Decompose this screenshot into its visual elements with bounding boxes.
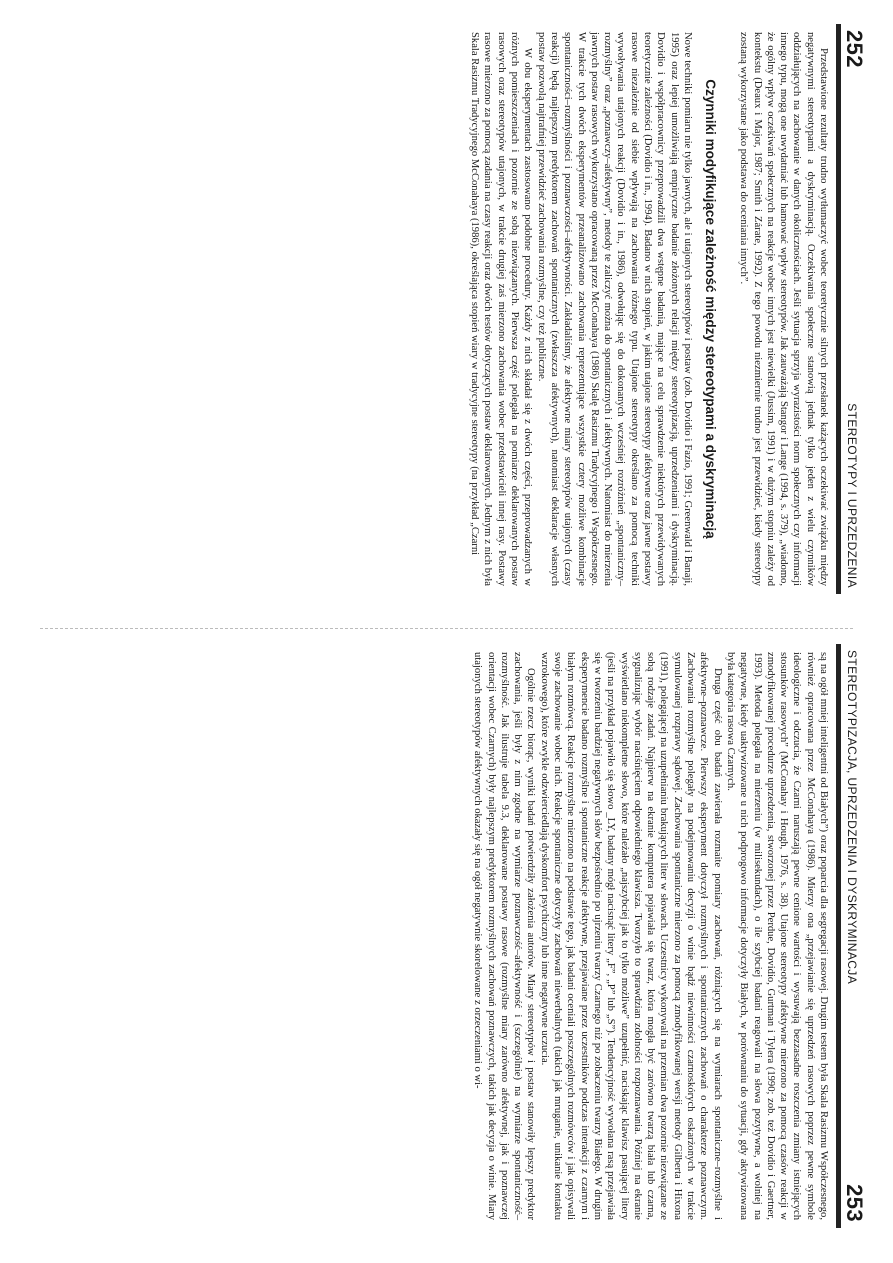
section-heading: Czynniki modyfikujące zależność między stereotypami a dyskryminacją: [702, 79, 718, 539]
intro-paragraph: Przedstawione rezultaty trudno wytłumaczyć wobec teoretycznie silnych przesłanek każących oczekiwać związku między negatywnymi stereotypami a dyskryminacją. Oczekiwania społeczne stanowią jednak tylko jeden z wielu czynników oddziałujących na zachowanie w danych okolicznościach. Jeśli sytuacja sprzyja wyrazistości norm społecznych czy informacji innego typu, mogą one uwydatniać lub hamować wpływ stereotypów. Jak zauważają Stangor i Lange (1994, s. 379), „wiadomo, że ogólny wpływ oczekiwań społecznych na reakcje wobec innych jest niewielki (Jussim, 1991) i w dużym stopniu zależy od kontekstu (Deaux i Major, 1987; Smith i Zárate, 1992). Z tego powodu niezmiernie trudno jest przewidzieć, kiedy stereotypy zostaną wykorzystane jako podstawa do oceniania innych”.: [738, 32, 829, 586]
body-paragraph: Druga część obu badań zawierała rozmaite pomiary zachowań, różniących się na wymiarach spontaniczne–rozmyślne i afektywne–poznawcze. Pierwszy eksperyment dotyczył rozmyślnych i spontanicznych zachowań o charakterze poznawczym. Zachowania rozmyślne polegały na podejmowaniu decyzji o winie bądź niewinności czarnoskórych oskarżonych w trakcie symulowanej rozprawy sądowej. Zachowania spontaniczne mierzono za pomocą zmodyfikowanej wersji metody Gilberta i Hixona (1991), polegającej na uzupełnianiu brakujących liter w słowach. Uczestnicy wykonywali na przemian dwa pozornie niezwiązane ze sobą rodzaje zadań. Najpierw na ekranie komputera pojawiała się twarz, która mogła być zarówno twarzą biała lub czarna, sygnalizując wybór naciśnięciem odpowiedniego klawisza. Tworzyło to sprawdzian zdolności rozpoznawania. Później na ekranie wyświetlano niekompletne słowo, które należało „najszybciej jak to tylko możliwe” uzupełnić, naciskając klawisz pasującej litery (jeśli na przykład pojawiło się słowo _LY, badany mógł nacisnąć litery „F”, „P” lub „S”). Tendencyjność wywołana rasą przejawiała się w tworzeniu bardziej negatywnych słów bezpośrednio po ujrzeniu twarzy Czarnego niż po zobaczeniu twarzy Białego. W drugim eksperymencie badano rozmyślne i spontaniczne reakcje afektywne, przejawiane przez uczestników podczas interakcji z czarnym i białym rozmówcą. Reakcje rozmyślne mierzono na podstawie tego, jak badani oceniali poszczególnych rozmówców i jak opisywali swoje zachowanie wobec nich. Reakcje spontaniczne dotyczyły zachowań niewerbalnych (takich jak mruganie, unikanie kontaktu wzrokowego), które zwykle odzwierciedlają dyskomfort psychiczny lub inne negatywne uczucia.: [538, 652, 723, 1220]
running-head: STEREOTYPIZACJA, UPRZEDZENIA I DYSKRYMINACJA: [845, 650, 859, 985]
body-paragraph: Nowe techniki pomiaru nie tylko jawnych, ale i utajonych stereotypów i postaw (zob. Dovidio i Fazio, 1991; Greenwald i Banaji, 1995) oraz lepiej umożliwiają empiryczne badanie złożonych relacji między stereotypizacją, uprzedzeniami i dyskryminacją. Dovidio i współpracownicy przeprowadzili dwa wstępne badania, mające na celu sprawdzenie niektórych przewidywanych teoretycznie zależności (Dovidio i in., 1994). Badano w nich stopień, w jakim utajone stereotypy afektywne oraz jawne postawy rasowe niezależnie od siebie wpływają na zachowania różnego typu. Utajone stereotypy określano za pomocą techniki wywoływania utajonych reakcji (Dovidio i in., 1986), odwołując się do dokonanych wcześniej rozróżnień „spontaniczny–rozmyślny” oraz „poznawczy–afektywny”, metody te zaliczyć można do spontanicznych i afektywnych. Natomiast do mierzenia jawnych postaw rasowych wykorzystano opracowaną przez McConahaya (1986) Skalę Rasizmu Tradycyjnego i Współczesnego. W trakcie tych dwóch eksperymentów przeanalizowano zachowania reprezentujące wszystkie cztery możliwe kombinacje spontaniczności–rozmyślności i poznawczości–afektywności. Zakładaliśmy, że afektywne miary stereotypów utajonych (czasy reakcji) będą najlepszym predyktorem zachowań spontanicznych (zwłaszcza afektywnych), natomiast deklaracje własnych postaw pozwolą najtrafniej przewidzieć zachowania rozmyślne, czy też publiczne.: [535, 32, 693, 586]
left-page: [31, 10, 873, 608]
page-number: 253: [842, 1184, 867, 1222]
running-header: [836, 644, 873, 1228]
running-header: [836, 24, 873, 594]
page-body: [471, 630, 836, 1242]
page-number: 252: [842, 30, 867, 68]
page-gutter: [40, 628, 853, 629]
body-paragraph: Ogólnie rzecz biorąc, wyniki badań potwierdziły założenia autorów. Miary stereotypów i postaw stanowiły lepszy predyktor zachowania, jeśli były z nim zgodne na wymiarze poznawczość–afektywność i (szczególnie) na wymiarze spontaniczność–rozmyślność. Jak ilustruje tabela 9.3, deklarowane postawy rasowe (rozmyślne miary zarówno afektywnej, jak i poznawczej orientacji wobec Czarnych) były najlepszym predyktorem rozmyślnych zachowań poznawczych, takich jak decyzja o winie. Miary utajonych stereotypów afektywnych okazały się na ogół negatywnie skorelowane z orzeczeniami o wi-: [472, 652, 537, 1220]
body-paragraph: są na ogół mniej inteligentni od Białych”) oraz poparcia dla segregacji rasowej. Drugim testem była Skala Rasizmu Współczesnego, również opracowana przez McConahaya (1986). Mierzy ona „przejawianie się uprzedzeń rasowych poprzez pewne symbole ideologiczne i odczucia, że Czarni naruszają pewne cenione wartości i wysuwają bezzasadne roszczenia zmiany istniejących stosunków rasowych” (McConahay i Hough, 1976, s. 38). Utajone stereotypy afektywne mierzono za pomocą czasów reakcji w zmodyfikowanej procedurze uprzedzenia, stworzonej przez Perdue, Dovidio, Gurtman i Tylera (1990; zob. też Dovidio i Gaertner, 1993). Metoda polegała na mierzeniu (w milisekundach), o ile szybciej badani reagowali na słowa pozytywne, a wolniej na negatywne, kiedy uaktywizowane u nich podprogowo informacje dotyczyły Białych, w porównaniu do sytuacji, gdy aktywizowana była kategoria rasowa Czarnych.: [724, 652, 829, 1220]
page-body: [468, 10, 836, 608]
right-page: [31, 630, 873, 1242]
running-head: STEREOTYPY I UPRZEDZENIA: [845, 403, 859, 588]
body-paragraph: W obu eksperymentach zastosowano podobne procedury. Każdy z nich składał się z dwóch części, przeprowadzanych w różnych pomieszczeniach i pozornie ze sobą niezwiązanych. Pierwsza część polegała na pomiarze deklarowanych postaw rasowych oraz stereotypów utajonych, w trakcie drugiej zaś mierzono zachowania wobec przedstawicieli innej rasy. Postawy rasowe mierzono za pomocą zadania na czasy reakcji oraz dwóch testów dotyczących postaw deklarowanych. Jednym z nich była Skala Rasizmu Tradycyjnego McConahaya (1986), określająca stopień wiary w tradycyjne stereotypy (na przykład „Czarni: [469, 32, 534, 586]
